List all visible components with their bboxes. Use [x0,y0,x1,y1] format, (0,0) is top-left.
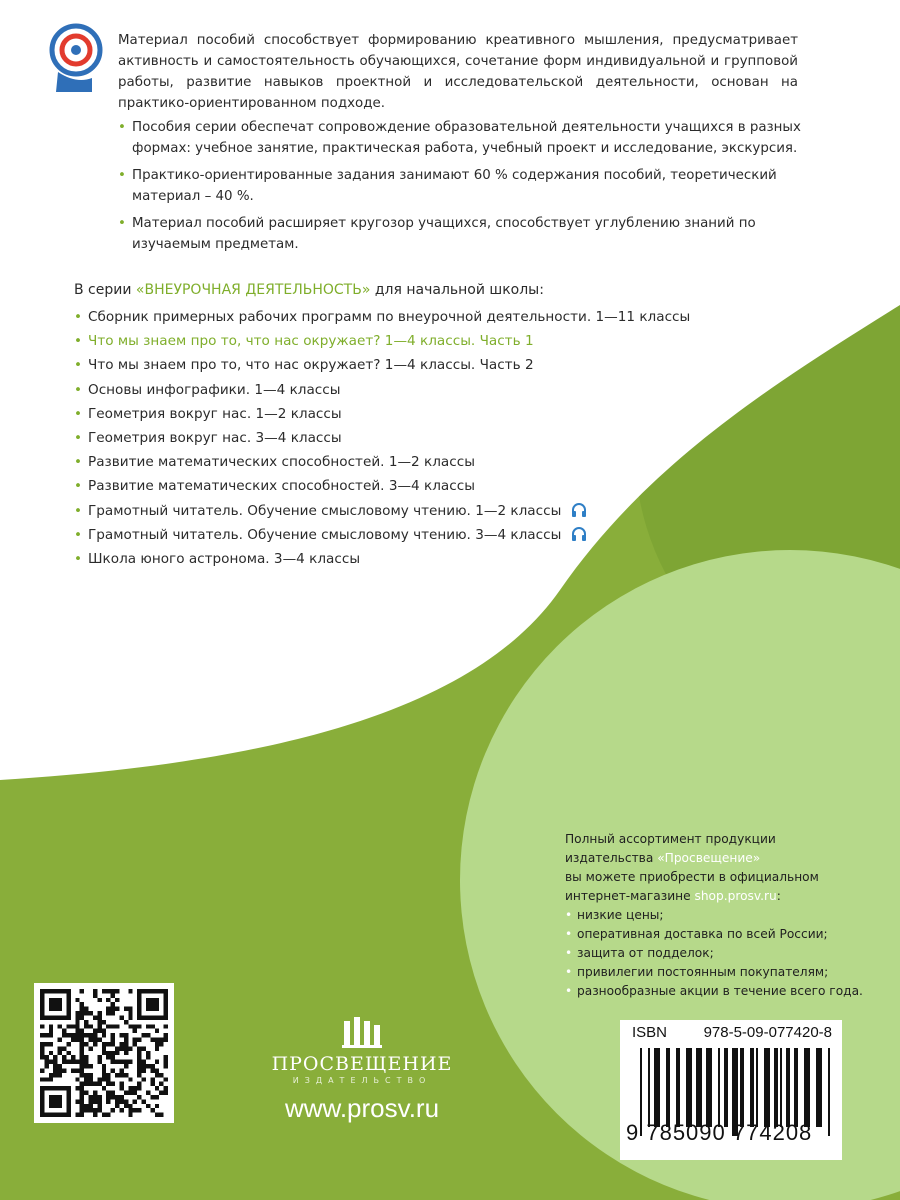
shop-line [565,849,865,868]
shop-info [565,830,865,1001]
book-title: Грамотный читатель. Обучение смысловому чтению. 1—2 классы [88,502,562,519]
shop-benefit: • низкие цены; [565,906,865,925]
shop-line [565,887,865,906]
headphones-icon [571,526,587,548]
isbn-barcode-box [620,1020,842,1160]
shop-text: : [776,889,781,903]
publisher-brand: «Просвещение» [657,851,761,865]
book-item [74,500,634,524]
feature-item: • Материал пособий расширяет кругозор учащихся, способствует углублению знаний по изучаемым предметам. [118,213,808,255]
feature-list [118,117,808,261]
publisher-block [262,1015,462,1124]
series-logo [48,22,104,96]
shop-url-link[interactable]: shop.prosv.ru [694,889,777,903]
feature-item: • Практико-ориентированные задания занимают 60 % содержания пособий, теоретический материал – 40 %. [118,165,808,207]
book-item [74,354,634,378]
book-title: Сборник примерных рабочих программ по внеурочной деятельности. 1—11 классы [88,309,691,325]
book-title: Развитие математических способностей. 3—4 классы [88,478,475,495]
book-item [74,524,634,548]
book-item [74,403,634,427]
book-item [74,451,634,475]
shop-benefit: • привилегии постоянным покупателям; [565,963,865,982]
publisher-subtitle: ИЗДАТЕЛЬСТВО [292,1076,432,1085]
book-list [74,306,691,572]
series-name: «ВНЕУРОЧНАЯ ДЕЯТЕЛЬНОСТЬ» [135,282,371,298]
publisher-name: ПРОСВЕЩЕНИЕ [271,1053,453,1075]
book-item-current [74,330,634,354]
book-item [74,427,634,451]
shop-text: интернет-магазине [565,889,695,903]
shop-text: издательства [565,851,658,865]
series-heading [74,279,544,301]
shop-benefit: • защита от подделок; [565,944,865,963]
book-title: Что мы знаем про то, что нас окружает? 1—4 классы. Часть 2 [88,357,534,374]
publisher-url-link[interactable]: www.prosv.ru [284,1093,440,1123]
series-suffix: для начальной школы: [370,282,544,298]
book-item [74,475,634,499]
feature-item: • Пособия серии обеспечат сопровождение образовательной деятельности учащихся в разных формах: учебное занятие, практическая работа, учебный проект и исследование, экскурсия. [118,117,808,159]
headphones-icon [571,502,587,524]
book-title: Грамотный читатель. Обучение смысловому чтению. 3—4 классы [88,526,562,543]
book-item [74,306,691,330]
book-title: Развитие математических способностей. 1—2 классы [88,454,475,471]
book-title: Геометрия вокруг нас. 3—4 классы [88,429,342,446]
qr-code[interactable] [34,983,174,1123]
book-title: Основы инфографики. 1—4 классы [88,381,341,398]
book-title: Школа юного астронома. 3—4 классы [88,550,361,567]
series-prefix: В серии [74,282,136,298]
shop-benefit: • оперативная доставка по всей России; [565,925,865,944]
book-item [74,548,634,572]
shop-benefit: • разнообразные акции в течение всего года. [565,982,865,1001]
shop-line: вы можете приобрести в официальном [565,870,819,884]
book-title: Геометрия вокруг нас. 1—2 классы [88,405,342,422]
isbn-number: 978-5-09-077420-8 [703,1024,832,1041]
isbn-line [632,1024,832,1041]
book-title: Что мы знаем про то, что нас окружает? 1—4 классы. Часть 1 [88,333,534,350]
book-item [74,379,634,403]
shop-line: Полный ассортимент продукции [565,832,776,846]
intro-paragraph: Материал пособий способствует формированию креативного мышления, предусматривает активность и самостоятельность обучающихся, сочетание форм индивидуальной и групповой работы, развитие навыков проектной и исследовательской деятельности, основан на практико-ориентированном подходе. [118,33,798,111]
isbn-label: ISBN [632,1024,668,1041]
shop-benefits-list [565,906,865,1001]
publisher-logo-icon [340,1015,384,1049]
barcode-digits: 9 785090 774208 [626,1120,813,1145]
